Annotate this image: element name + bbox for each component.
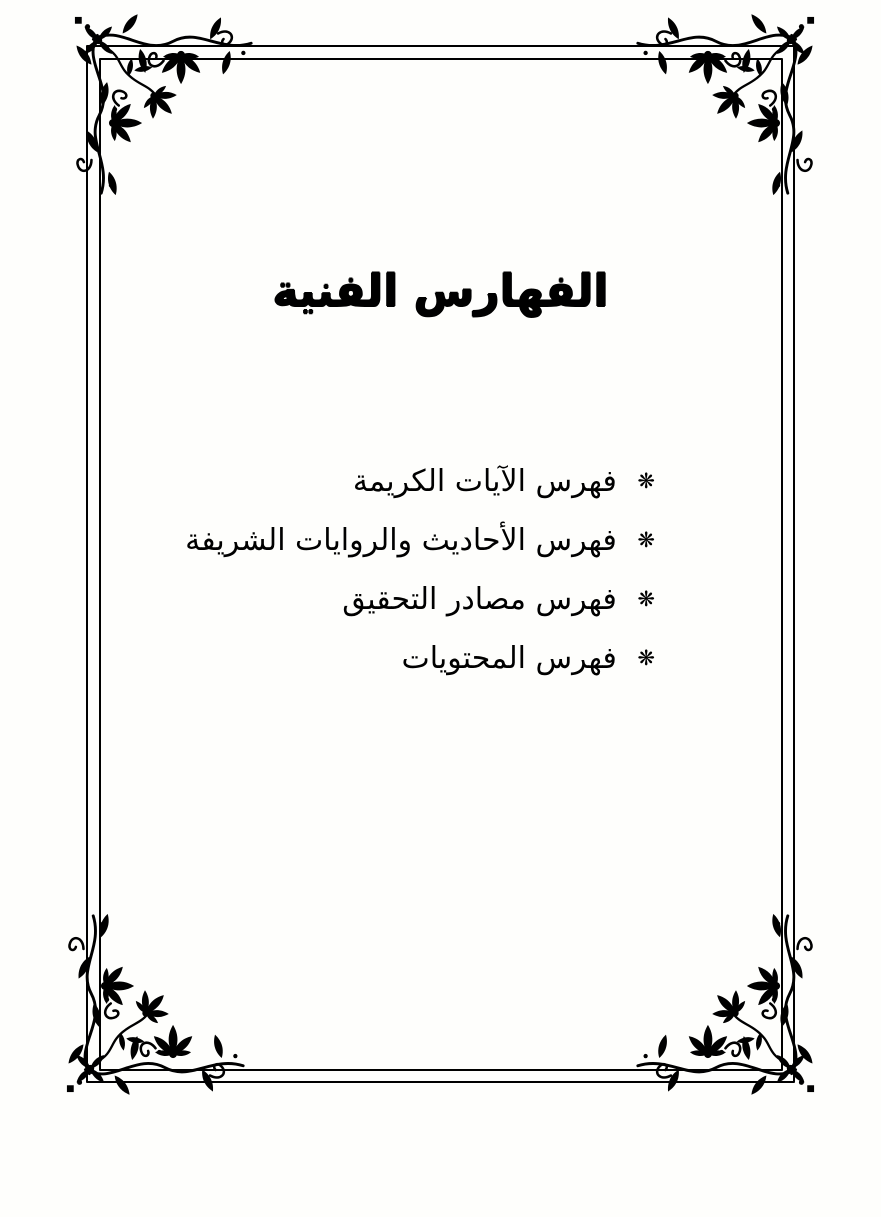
- list-item: [185, 629, 655, 688]
- asterisk-icon: ❋: [637, 469, 655, 493]
- page-title: الفهارس الفنية: [272, 266, 609, 317]
- indexes-list: [185, 452, 655, 688]
- asterisk-icon: ❋: [637, 528, 655, 552]
- index-label: فهرس الأحاديث والروايات الشريفة: [185, 523, 617, 558]
- list-item: [185, 511, 655, 570]
- index-label: فهرس مصادر التحقيق: [342, 582, 617, 617]
- list-item: [185, 570, 655, 629]
- index-label: فهرس الآيات الكريمة: [352, 464, 617, 499]
- asterisk-icon: ❋: [637, 587, 655, 611]
- index-label: فهرس المحتويات: [401, 641, 617, 676]
- floral-corner-ornament-bottom-left: [64, 910, 249, 1095]
- floral-corner-ornament-bottom-right: [632, 910, 817, 1095]
- asterisk-icon: ❋: [637, 646, 655, 670]
- list-item: [185, 452, 655, 511]
- floral-corner-ornament-top-left: [72, 14, 257, 199]
- floral-corner-ornament-top-right: [632, 14, 817, 199]
